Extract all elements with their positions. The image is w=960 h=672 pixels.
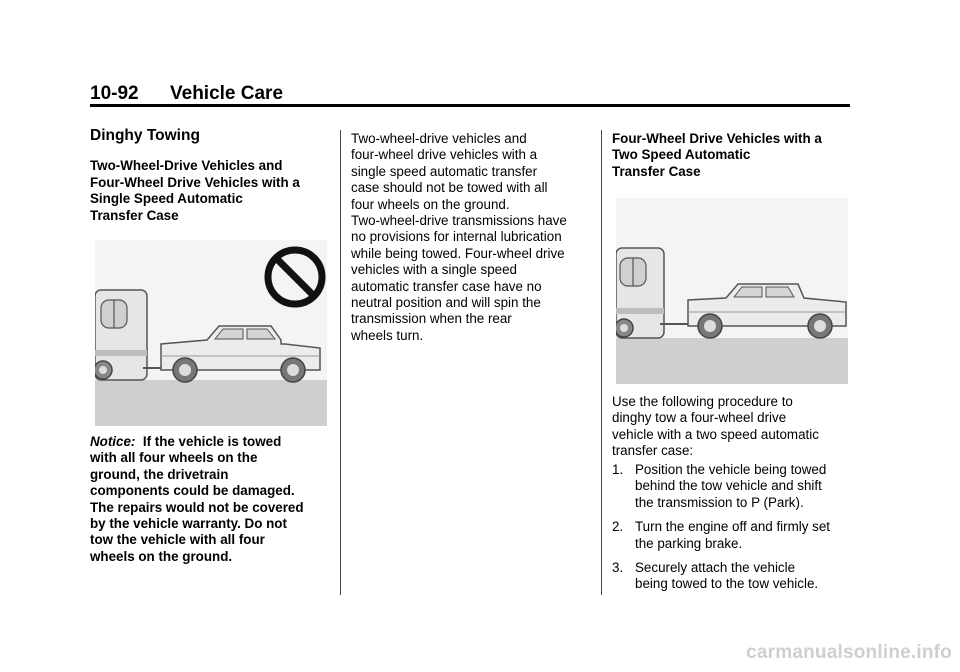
step-line: Turn the engine off and firmly set xyxy=(635,519,831,535)
body-line: vehicles with a single speed xyxy=(351,262,517,278)
motorhome-icon xyxy=(616,248,664,338)
body-line: Two-wheel-drive transmissions have xyxy=(351,213,567,229)
body-line: four-wheel drive vehicles with a xyxy=(351,147,538,163)
body-line: four wheels on the ground. xyxy=(351,196,510,212)
subheading-line: Two Speed Automatic xyxy=(612,147,751,163)
intro-line: dinghy tow a four-wheel drive xyxy=(612,410,787,426)
header-rule xyxy=(90,104,850,107)
procedure-step xyxy=(612,519,852,552)
subheading-line: Single Speed Automatic xyxy=(90,191,243,207)
column-3 xyxy=(612,131,852,180)
notice-line: tow the vehicle with all four xyxy=(90,532,265,548)
subheading-2wd-single-speed xyxy=(90,158,330,224)
column-2-body xyxy=(351,131,591,344)
body-line: transmission when the rear xyxy=(351,311,512,327)
body-line: case should not be towed with all xyxy=(351,180,548,196)
illustration-prohibited-towing xyxy=(95,240,327,426)
step-number: 2. xyxy=(612,519,624,535)
step-line: being towed to the tow vehicle. xyxy=(635,576,819,592)
watermark: carmanualsonline.info xyxy=(746,642,952,663)
column-divider-1 xyxy=(340,130,341,595)
step-line: the transmission to P (Park). xyxy=(635,494,804,510)
section-title: Dinghy Towing xyxy=(90,127,200,144)
intro-line: Use the following procedure to xyxy=(612,394,793,409)
subheading-line: Transfer Case xyxy=(90,207,179,223)
towing-illustration-svg xyxy=(95,240,327,426)
motorhome-icon xyxy=(95,290,147,380)
notice-label: Notice: xyxy=(90,434,136,449)
notice-line: by the vehicle warranty. Do not xyxy=(90,516,287,532)
step-line: Securely attach the vehicle xyxy=(635,560,796,576)
notice-line: components could be damaged. xyxy=(90,483,295,499)
subheading-4wd-two-speed xyxy=(612,131,852,180)
notice-line-text: If the vehicle is towed xyxy=(142,434,282,449)
intro-line: vehicle with a two speed automatic xyxy=(612,426,819,442)
column-1 xyxy=(90,128,330,224)
column-divider-2 xyxy=(601,130,602,595)
page-title: Vehicle Care xyxy=(170,83,284,104)
intro-line: transfer case: xyxy=(612,443,694,459)
step-number: 3. xyxy=(612,560,624,576)
body-line: single speed automatic transfer xyxy=(351,163,538,179)
notice-line: The repairs would not be covered xyxy=(90,499,304,515)
procedure-intro xyxy=(612,394,852,460)
body-line: no provisions for internal lubrication xyxy=(351,229,562,245)
subheading-line: Four-Wheel Drive Vehicles with a xyxy=(90,174,300,190)
notice-line: with all four wheels on the xyxy=(90,450,258,466)
subheading-line: Two-Wheel-Drive Vehicles and xyxy=(90,158,283,174)
step-line: the parking brake. xyxy=(635,535,743,551)
notice-block xyxy=(90,434,330,565)
body-line: automatic transfer case have no xyxy=(351,278,542,294)
illustration-dinghy-towing xyxy=(616,198,848,384)
subheading-line: Transfer Case xyxy=(612,163,701,179)
dinghy-towing-svg xyxy=(616,198,848,384)
body-line: while being towed. Four-wheel drive xyxy=(351,245,565,261)
notice-line: ground, the drivetrain xyxy=(90,466,229,482)
notice-line: wheels on the ground. xyxy=(90,548,233,564)
page-number: 10-92 xyxy=(90,83,139,104)
step-line: Position the vehicle being towed xyxy=(635,462,827,477)
procedure-step xyxy=(612,462,852,511)
procedure-steps xyxy=(612,462,852,601)
step-line: behind the tow vehicle and shift xyxy=(635,478,822,494)
step-number: 1. xyxy=(612,462,624,477)
procedure-step xyxy=(612,560,852,593)
body-line: wheels turn. xyxy=(351,327,424,343)
body-line: neutral position and will spin the xyxy=(351,295,541,311)
body-line: Two-wheel-drive vehicles and xyxy=(351,131,527,146)
notice-line xyxy=(90,434,330,450)
page-header xyxy=(90,83,850,105)
subheading-line: Four-Wheel Drive Vehicles with a xyxy=(612,131,822,146)
